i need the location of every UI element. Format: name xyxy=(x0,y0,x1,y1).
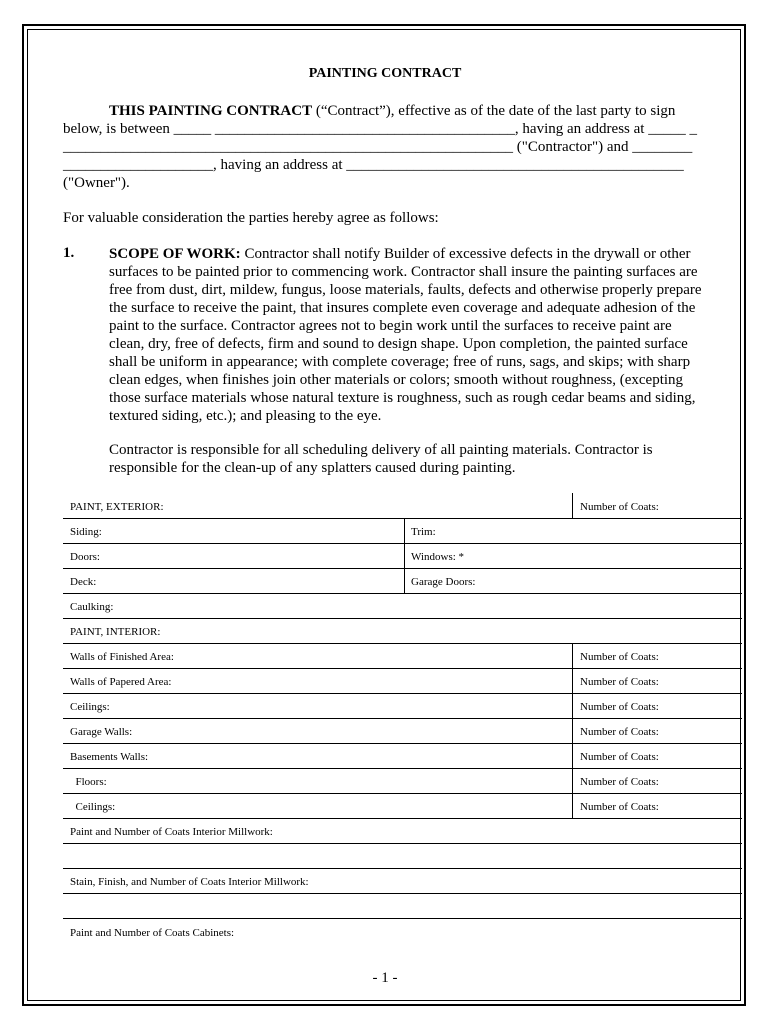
intro-line-1-rest: (“Contract”), effective as of the date of the last party to sign xyxy=(312,103,676,119)
coats-label: Number of Coats: xyxy=(580,726,659,738)
coats-label: Number of Coats: xyxy=(580,776,659,788)
intro-line-1 xyxy=(109,102,675,120)
table-divider xyxy=(404,518,405,593)
coats-label: Number of Coats: xyxy=(580,651,659,663)
table-rule xyxy=(63,568,742,569)
coats-label: Number of Coats: xyxy=(580,751,659,763)
table-rule xyxy=(63,918,742,919)
doors-field: Doors: xyxy=(70,551,100,563)
intro-line-3: ____________________________________________________________ ("Contractor") and ________ xyxy=(63,139,693,155)
table-rule xyxy=(63,643,742,644)
deck-field: Deck: xyxy=(70,576,97,588)
intro-line-4: ____________________, having an address at _____________________________________________ xyxy=(63,157,684,173)
paint-interior-heading: PAINT, INTERIOR: xyxy=(70,626,161,638)
millwork-stain-field: Stain, Finish, and Number of Coats Interior Millwork: xyxy=(70,876,309,888)
table-rule xyxy=(63,818,742,819)
scope-line: paint to the surface. Contractor agrees not to begin work until the surfaces to receive paint are xyxy=(109,318,672,334)
scope-line: the surface to receive the paint, that insures complete even coverage and adequate adhesion of the xyxy=(109,300,696,316)
responsibility-line: responsible for the clean-up of any splatters caused during painting. xyxy=(109,460,516,476)
table-rule xyxy=(63,518,742,519)
scope-line: shall be uniform in appearance; with complete coverage; free of runs, sags, and skips; with sharp xyxy=(109,354,691,370)
table-rule xyxy=(63,618,742,619)
scope-heading: SCOPE OF WORK: xyxy=(109,246,241,262)
garage-doors-field: Garage Doors: xyxy=(411,576,476,588)
interior-row: Ceilings: xyxy=(70,701,110,713)
paint-exterior-heading: PAINT, EXTERIOR: xyxy=(70,501,164,513)
responsibility-paragraph xyxy=(109,441,653,477)
coats-label: Number of Coats: xyxy=(580,701,659,713)
interior-row: Ceilings: xyxy=(70,801,116,813)
table-rule xyxy=(63,668,742,669)
consideration-text: For valuable consideration the parties hereby agree as follows: xyxy=(63,210,439,226)
caulking-field: Caulking: xyxy=(70,601,114,613)
table-rule xyxy=(63,718,742,719)
intro-lead: THIS PAINTING CONTRACT xyxy=(109,103,313,119)
table-rule xyxy=(63,743,742,744)
table-divider xyxy=(572,493,573,518)
table-rule xyxy=(63,593,742,594)
intro-line-5: ("Owner"). xyxy=(63,175,130,191)
coats-label: Number of Coats: xyxy=(580,501,659,513)
interior-row: Basements Walls: xyxy=(70,751,149,763)
page-number: - 1 - xyxy=(372,970,398,986)
scope-line: clean, dry, free of defects, firm and sound to design shape. Upon completion, the painted surface xyxy=(109,336,688,352)
interior-row: Garage Walls: xyxy=(70,726,133,738)
coats-label: Number of Coats: xyxy=(580,676,659,688)
scope-line: clean edges, when finishes join other materials or colors; smooth without roughness, (excepting xyxy=(109,372,684,388)
siding-field: Siding: xyxy=(70,526,102,538)
table-rule xyxy=(63,843,742,844)
table-rule xyxy=(63,693,742,694)
millwork-paint-field: Paint and Number of Coats Interior Millwork: xyxy=(70,826,273,838)
scope-line: free from dust, dirt, mildew, fungus, loose materials, faults, defects and otherwise properly prepare xyxy=(109,282,702,298)
cabinets-paint-field: Paint and Number of Coats Cabinets: xyxy=(70,927,235,939)
scope-line: those surface materials whose natural texture is roughness, such as rough cedar beams and siding, xyxy=(109,390,696,406)
table-rule xyxy=(63,543,742,544)
table-rule xyxy=(63,793,742,794)
coats-label: Number of Coats: xyxy=(580,801,659,813)
section-number: 1. xyxy=(63,245,75,261)
responsibility-line: Contractor is responsible for all scheduling delivery of all painting materials. Contractor is xyxy=(109,442,653,458)
table-rule xyxy=(63,893,742,894)
paint-specification-table xyxy=(63,493,742,945)
interior-row: Floors: xyxy=(70,776,107,788)
intro-line-2: below, is between _____ ________________________________________, having an address at _____ _ xyxy=(63,121,697,137)
document-title: PAINTING CONTRACT xyxy=(308,66,462,81)
scope-line: textured siding, etc.); and pleasing to the eye. xyxy=(109,408,382,424)
table-rule xyxy=(63,768,742,769)
windows-field: Windows: * xyxy=(411,551,465,563)
scope-line: SCOPE OF WORK: Contractor shall notify Builder of excessive defects in the drywall or other xyxy=(109,246,691,262)
scope-of-work xyxy=(109,245,709,425)
interior-row: Walls of Finished Area: xyxy=(70,651,174,663)
table-rule xyxy=(63,868,742,869)
table-divider xyxy=(572,643,573,818)
interior-row: Walls of Papered Area: xyxy=(70,676,172,688)
trim-field: Trim: xyxy=(411,526,436,538)
scope-line: surfaces to be painted prior to commencing work. Contractor shall insure the painting surfaces are xyxy=(109,264,698,280)
